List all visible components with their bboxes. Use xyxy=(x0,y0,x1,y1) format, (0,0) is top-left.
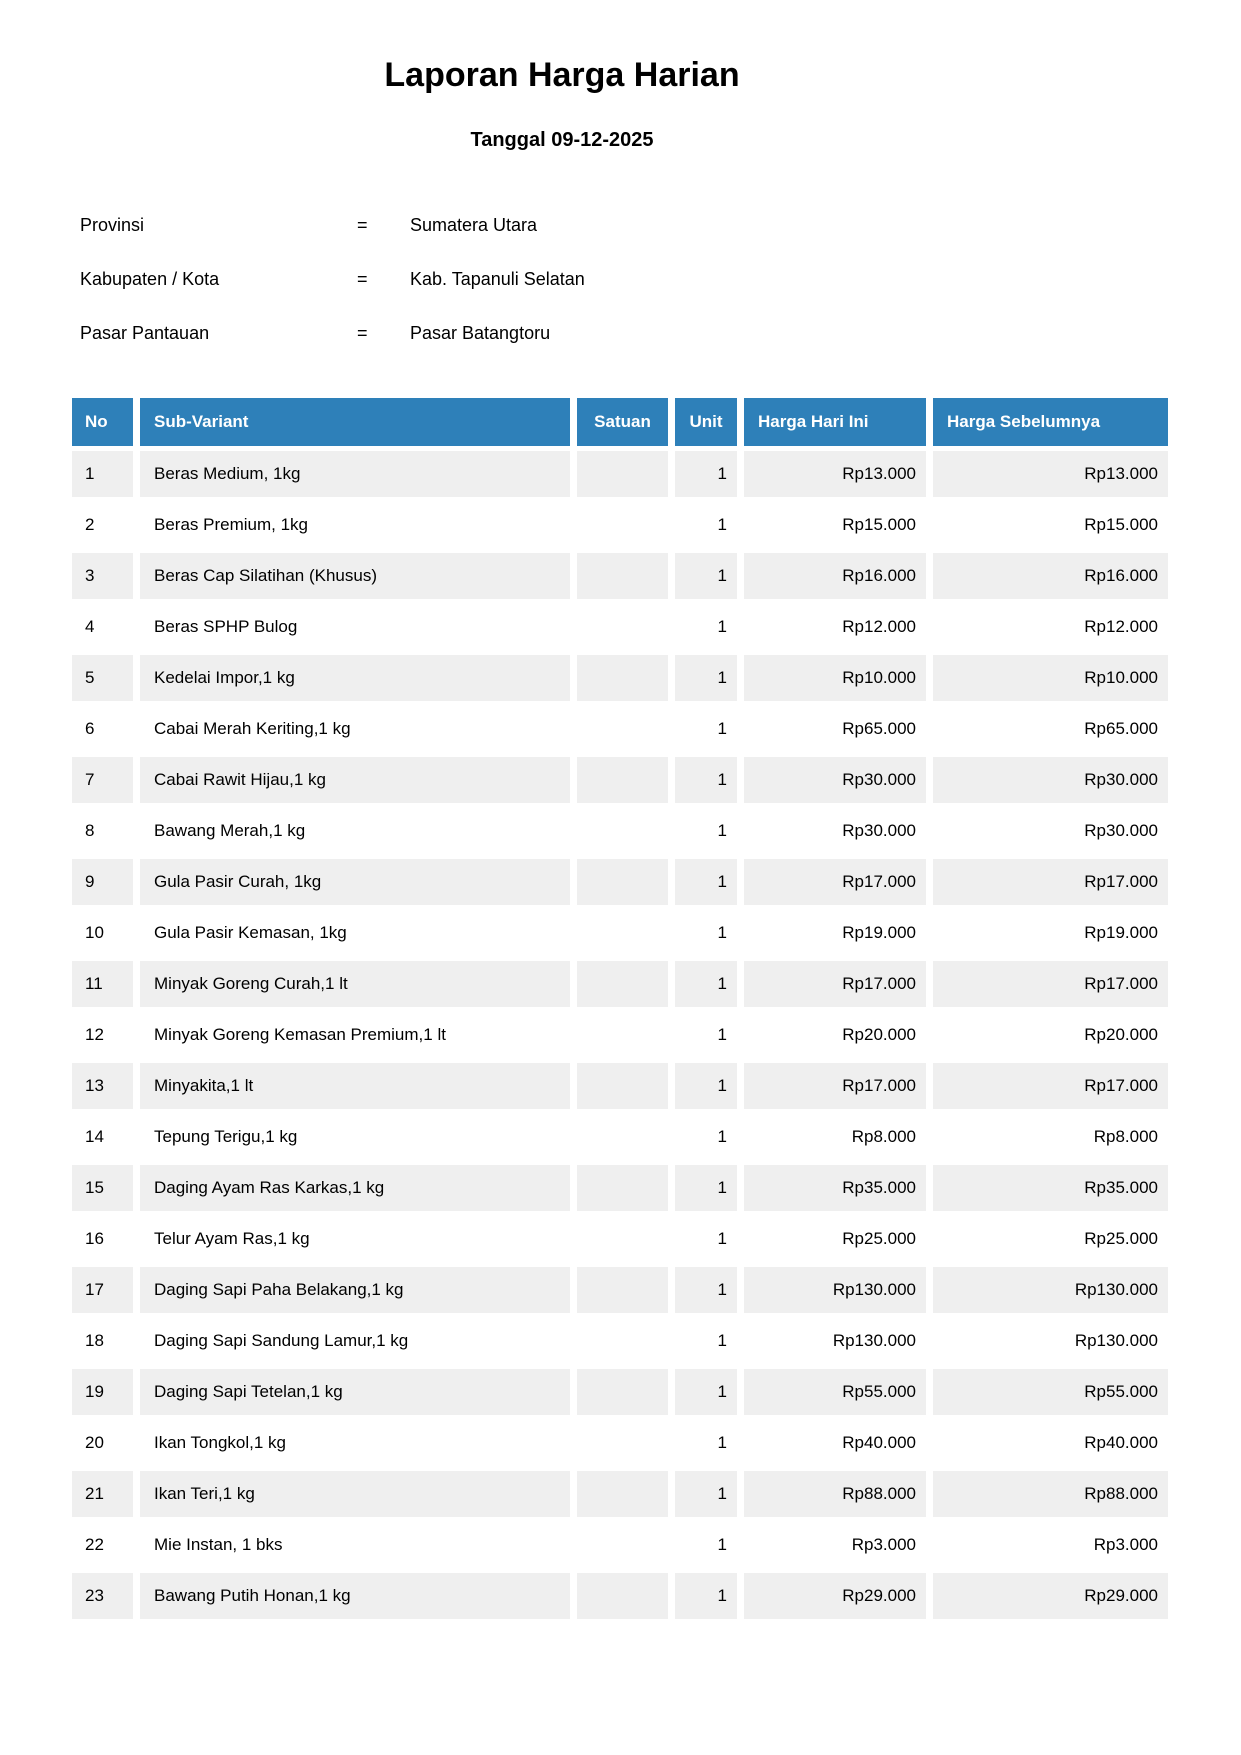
info-row xyxy=(80,269,1241,290)
cell-satuan xyxy=(577,502,668,548)
cell-sub-variant: Minyak Goreng Kemasan Premium,1 lt xyxy=(140,1012,570,1058)
cell-no: 14 xyxy=(72,1114,133,1160)
cell-unit: 1 xyxy=(675,604,737,650)
col-header-sub-variant: Sub-Variant xyxy=(140,398,570,446)
cell-satuan xyxy=(577,1573,668,1619)
table-row xyxy=(72,553,1168,599)
cell-unit: 1 xyxy=(675,1573,737,1619)
cell-harga-hari-ini: Rp130.000 xyxy=(744,1318,926,1364)
cell-no: 2 xyxy=(72,502,133,548)
cell-harga-sebelumnya: Rp10.000 xyxy=(933,655,1168,701)
info-row xyxy=(80,323,1241,344)
info-equals-sign: = xyxy=(357,323,368,343)
cell-satuan xyxy=(577,961,668,1007)
cell-satuan xyxy=(577,1012,668,1058)
cell-sub-variant: Daging Sapi Paha Belakang,1 kg xyxy=(140,1267,570,1313)
cell-unit: 1 xyxy=(675,655,737,701)
cell-sub-variant: Tepung Terigu,1 kg xyxy=(140,1114,570,1160)
cell-satuan xyxy=(577,655,668,701)
cell-sub-variant: Ikan Teri,1 kg xyxy=(140,1471,570,1517)
table-body xyxy=(72,451,1168,1619)
page-title: Laporan Harga Harian xyxy=(384,56,740,94)
cell-harga-hari-ini: Rp8.000 xyxy=(744,1114,926,1160)
report-date: Tanggal 09-12-2025 xyxy=(470,129,654,151)
cell-harga-sebelumnya: Rp15.000 xyxy=(933,502,1168,548)
cell-unit: 1 xyxy=(675,757,737,803)
col-header-harga-sebelumnya: Harga Sebelumnya xyxy=(933,398,1168,446)
cell-unit: 1 xyxy=(675,1012,737,1058)
cell-sub-variant: Telur Ayam Ras,1 kg xyxy=(140,1216,570,1262)
table-row xyxy=(72,1165,1168,1211)
cell-no: 9 xyxy=(72,859,133,905)
cell-satuan xyxy=(577,1267,668,1313)
cell-sub-variant: Minyak Goreng Curah,1 lt xyxy=(140,961,570,1007)
cell-harga-hari-ini: Rp29.000 xyxy=(744,1573,926,1619)
cell-unit: 1 xyxy=(675,1165,737,1211)
cell-no: 17 xyxy=(72,1267,133,1313)
table-row xyxy=(72,1267,1168,1313)
table-header xyxy=(72,398,1168,446)
cell-harga-sebelumnya: Rp20.000 xyxy=(933,1012,1168,1058)
cell-unit: 1 xyxy=(675,502,737,548)
cell-unit: 1 xyxy=(675,910,737,956)
cell-harga-hari-ini: Rp65.000 xyxy=(744,706,926,752)
cell-no: 16 xyxy=(72,1216,133,1262)
cell-unit: 1 xyxy=(675,961,737,1007)
cell-no: 1 xyxy=(72,451,133,497)
cell-no: 11 xyxy=(72,961,133,1007)
cell-harga-sebelumnya: Rp12.000 xyxy=(933,604,1168,650)
cell-sub-variant: Minyakita,1 lt xyxy=(140,1063,570,1109)
cell-harga-hari-ini: Rp20.000 xyxy=(744,1012,926,1058)
cell-no: 19 xyxy=(72,1369,133,1415)
table-row xyxy=(72,1420,1168,1466)
cell-harga-sebelumnya: Rp30.000 xyxy=(933,757,1168,803)
table-row xyxy=(72,1318,1168,1364)
cell-no: 23 xyxy=(72,1573,133,1619)
document-header xyxy=(0,0,1124,152)
cell-satuan xyxy=(577,910,668,956)
cell-satuan xyxy=(577,553,668,599)
cell-unit: 1 xyxy=(675,859,737,905)
cell-sub-variant: Kedelai Impor,1 kg xyxy=(140,655,570,701)
cell-no: 21 xyxy=(72,1471,133,1517)
cell-harga-sebelumnya: Rp30.000 xyxy=(933,808,1168,854)
table-row xyxy=(72,1471,1168,1517)
cell-harga-hari-ini: Rp16.000 xyxy=(744,553,926,599)
table-row xyxy=(72,1573,1168,1619)
table-row xyxy=(72,1012,1168,1058)
info-equals-sign: = xyxy=(357,269,368,289)
cell-harga-hari-ini: Rp30.000 xyxy=(744,808,926,854)
cell-no: 4 xyxy=(72,604,133,650)
table-row xyxy=(72,1114,1168,1160)
table-row xyxy=(72,1063,1168,1109)
cell-satuan xyxy=(577,1522,668,1568)
cell-unit: 1 xyxy=(675,1063,737,1109)
cell-harga-hari-ini: Rp17.000 xyxy=(744,859,926,905)
cell-harga-sebelumnya: Rp25.000 xyxy=(933,1216,1168,1262)
cell-harga-hari-ini: Rp10.000 xyxy=(744,655,926,701)
table-header-row xyxy=(72,398,1168,446)
table-row xyxy=(72,859,1168,905)
cell-harga-sebelumnya: Rp13.000 xyxy=(933,451,1168,497)
cell-harga-sebelumnya: Rp88.000 xyxy=(933,1471,1168,1517)
cell-satuan xyxy=(577,1471,668,1517)
cell-unit: 1 xyxy=(675,808,737,854)
cell-sub-variant: Beras Cap Silatihan (Khusus) xyxy=(140,553,570,599)
info-value: Pasar Batangtoru xyxy=(410,323,551,343)
cell-no: 15 xyxy=(72,1165,133,1211)
info-label: Kabupaten / Kota xyxy=(80,269,220,289)
cell-satuan xyxy=(577,604,668,650)
cell-harga-hari-ini: Rp17.000 xyxy=(744,1063,926,1109)
cell-sub-variant: Beras Medium, 1kg xyxy=(140,451,570,497)
cell-harga-hari-ini: Rp13.000 xyxy=(744,451,926,497)
cell-unit: 1 xyxy=(675,1420,737,1466)
cell-no: 6 xyxy=(72,706,133,752)
cell-satuan xyxy=(577,808,668,854)
cell-satuan xyxy=(577,1420,668,1466)
col-header-no: No xyxy=(72,398,133,446)
cell-harga-sebelumnya: Rp17.000 xyxy=(933,859,1168,905)
location-info-block xyxy=(80,215,1241,344)
cell-harga-sebelumnya: Rp3.000 xyxy=(933,1522,1168,1568)
cell-satuan xyxy=(577,706,668,752)
col-header-unit: Unit xyxy=(675,398,737,446)
cell-harga-hari-ini: Rp35.000 xyxy=(744,1165,926,1211)
cell-harga-hari-ini: Rp55.000 xyxy=(744,1369,926,1415)
cell-no: 22 xyxy=(72,1522,133,1568)
cell-unit: 1 xyxy=(675,706,737,752)
cell-sub-variant: Ikan Tongkol,1 kg xyxy=(140,1420,570,1466)
cell-sub-variant: Cabai Rawit Hijau,1 kg xyxy=(140,757,570,803)
table-row xyxy=(72,1216,1168,1262)
cell-harga-hari-ini: Rp15.000 xyxy=(744,502,926,548)
cell-unit: 1 xyxy=(675,553,737,599)
cell-harga-sebelumnya: Rp55.000 xyxy=(933,1369,1168,1415)
cell-harga-hari-ini: Rp30.000 xyxy=(744,757,926,803)
table-row xyxy=(72,502,1168,548)
cell-unit: 1 xyxy=(675,1114,737,1160)
info-label: Pasar Pantauan xyxy=(80,323,210,343)
cell-sub-variant: Mie Instan, 1 bks xyxy=(140,1522,570,1568)
table-row xyxy=(72,1522,1168,1568)
table-row xyxy=(72,910,1168,956)
cell-harga-sebelumnya: Rp17.000 xyxy=(933,1063,1168,1109)
table-row xyxy=(72,808,1168,854)
table-row xyxy=(72,604,1168,650)
cell-sub-variant: Gula Pasir Curah, 1kg xyxy=(140,859,570,905)
cell-sub-variant: Cabai Merah Keriting,1 kg xyxy=(140,706,570,752)
cell-unit: 1 xyxy=(675,1369,737,1415)
cell-sub-variant: Daging Ayam Ras Karkas,1 kg xyxy=(140,1165,570,1211)
cell-no: 12 xyxy=(72,1012,133,1058)
info-row xyxy=(80,215,1241,236)
cell-harga-hari-ini: Rp17.000 xyxy=(744,961,926,1007)
cell-unit: 1 xyxy=(675,1318,737,1364)
cell-harga-hari-ini: Rp130.000 xyxy=(744,1267,926,1313)
cell-no: 18 xyxy=(72,1318,133,1364)
price-table xyxy=(72,398,1168,1619)
cell-unit: 1 xyxy=(675,451,737,497)
cell-sub-variant: Beras SPHP Bulog xyxy=(140,604,570,650)
cell-no: 3 xyxy=(72,553,133,599)
info-value: Kab. Tapanuli Selatan xyxy=(410,269,585,289)
cell-no: 7 xyxy=(72,757,133,803)
cell-harga-hari-ini: Rp19.000 xyxy=(744,910,926,956)
cell-harga-sebelumnya: Rp35.000 xyxy=(933,1165,1168,1211)
table-row xyxy=(72,706,1168,752)
col-header-satuan: Satuan xyxy=(577,398,668,446)
cell-sub-variant: Daging Sapi Sandung Lamur,1 kg xyxy=(140,1318,570,1364)
cell-harga-hari-ini: Rp25.000 xyxy=(744,1216,926,1262)
cell-sub-variant: Beras Premium, 1kg xyxy=(140,502,570,548)
cell-harga-hari-ini: Rp3.000 xyxy=(744,1522,926,1568)
info-label: Provinsi xyxy=(80,215,145,235)
info-equals-sign: = xyxy=(357,215,368,235)
cell-no: 13 xyxy=(72,1063,133,1109)
cell-satuan xyxy=(577,451,668,497)
cell-sub-variant: Bawang Putih Honan,1 kg xyxy=(140,1573,570,1619)
cell-harga-sebelumnya: Rp65.000 xyxy=(933,706,1168,752)
table-row xyxy=(72,1369,1168,1415)
cell-harga-hari-ini: Rp88.000 xyxy=(744,1471,926,1517)
info-value: Sumatera Utara xyxy=(410,215,538,235)
cell-sub-variant: Gula Pasir Kemasan, 1kg xyxy=(140,910,570,956)
cell-harga-sebelumnya: Rp130.000 xyxy=(933,1267,1168,1313)
cell-satuan xyxy=(577,1318,668,1364)
cell-satuan xyxy=(577,1369,668,1415)
table-row xyxy=(72,757,1168,803)
cell-harga-hari-ini: Rp40.000 xyxy=(744,1420,926,1466)
cell-no: 5 xyxy=(72,655,133,701)
cell-harga-sebelumnya: Rp19.000 xyxy=(933,910,1168,956)
table-row xyxy=(72,451,1168,497)
cell-harga-sebelumnya: Rp16.000 xyxy=(933,553,1168,599)
cell-satuan xyxy=(577,1216,668,1262)
cell-harga-sebelumnya: Rp130.000 xyxy=(933,1318,1168,1364)
cell-satuan xyxy=(577,1063,668,1109)
cell-sub-variant: Bawang Merah,1 kg xyxy=(140,808,570,854)
cell-harga-hari-ini: Rp12.000 xyxy=(744,604,926,650)
cell-unit: 1 xyxy=(675,1471,737,1517)
cell-no: 8 xyxy=(72,808,133,854)
cell-no: 20 xyxy=(72,1420,133,1466)
cell-harga-sebelumnya: Rp29.000 xyxy=(933,1573,1168,1619)
col-header-harga-hari-ini: Harga Hari Ini xyxy=(744,398,926,446)
cell-satuan xyxy=(577,1114,668,1160)
cell-satuan xyxy=(577,859,668,905)
cell-harga-sebelumnya: Rp40.000 xyxy=(933,1420,1168,1466)
cell-unit: 1 xyxy=(675,1216,737,1262)
cell-harga-sebelumnya: Rp8.000 xyxy=(933,1114,1168,1160)
cell-sub-variant: Daging Sapi Tetelan,1 kg xyxy=(140,1369,570,1415)
cell-satuan xyxy=(577,757,668,803)
table-row xyxy=(72,961,1168,1007)
cell-harga-sebelumnya: Rp17.000 xyxy=(933,961,1168,1007)
cell-unit: 1 xyxy=(675,1522,737,1568)
cell-satuan xyxy=(577,1165,668,1211)
cell-no: 10 xyxy=(72,910,133,956)
cell-unit: 1 xyxy=(675,1267,737,1313)
table-row xyxy=(72,655,1168,701)
